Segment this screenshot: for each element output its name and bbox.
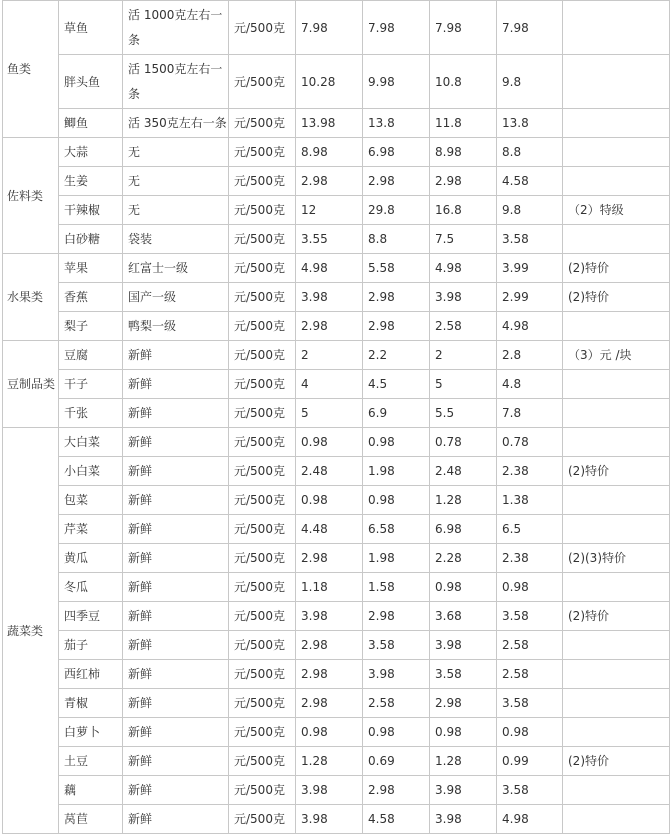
spec-cell: 新鲜 bbox=[123, 631, 229, 660]
price-cell: 9.8 bbox=[497, 196, 563, 225]
table-row bbox=[3, 399, 670, 428]
table-row bbox=[3, 602, 670, 631]
item-name-cell: 大蒜 bbox=[59, 138, 123, 167]
table-row bbox=[3, 138, 670, 167]
price-cell: 4.98 bbox=[497, 805, 563, 834]
price-cell: 2.98 bbox=[363, 283, 430, 312]
price-cell: 2.38 bbox=[497, 544, 563, 573]
price-cell: 9.98 bbox=[363, 55, 430, 109]
table-row bbox=[3, 660, 670, 689]
price-cell: 5 bbox=[430, 370, 497, 399]
item-name-cell: 青椒 bbox=[59, 689, 123, 718]
price-cell: 1.98 bbox=[363, 457, 430, 486]
price-cell: 8.8 bbox=[497, 138, 563, 167]
table-row bbox=[3, 312, 670, 341]
table-row bbox=[3, 109, 670, 138]
price-cell: 0.98 bbox=[363, 718, 430, 747]
table-row bbox=[3, 631, 670, 660]
price-cell: 2.98 bbox=[430, 167, 497, 196]
price-cell: 6.98 bbox=[430, 515, 497, 544]
category-cell: 佐料类 bbox=[3, 138, 59, 254]
item-name-cell: 鲫鱼 bbox=[59, 109, 123, 138]
price-cell: 0.98 bbox=[363, 486, 430, 515]
price-cell: 2.98 bbox=[363, 602, 430, 631]
price-cell: 2.98 bbox=[363, 312, 430, 341]
item-name-cell: 四季豆 bbox=[59, 602, 123, 631]
note-cell bbox=[563, 660, 670, 689]
price-cell: 4.98 bbox=[296, 254, 363, 283]
table-row bbox=[3, 718, 670, 747]
price-cell: 2.98 bbox=[296, 631, 363, 660]
note-cell: (2)特价 bbox=[563, 747, 670, 776]
price-cell: 3.58 bbox=[497, 602, 563, 631]
item-name-cell: 草鱼 bbox=[59, 1, 123, 55]
table-row bbox=[3, 747, 670, 776]
item-name-cell: 黄瓜 bbox=[59, 544, 123, 573]
price-cell: 0.98 bbox=[430, 718, 497, 747]
note-cell bbox=[563, 167, 670, 196]
price-cell: 7.98 bbox=[497, 1, 563, 55]
price-cell: 4.58 bbox=[497, 167, 563, 196]
note-cell bbox=[563, 689, 670, 718]
table-row bbox=[3, 486, 670, 515]
item-name-cell: 土豆 bbox=[59, 747, 123, 776]
spec-cell: 新鲜 bbox=[123, 689, 229, 718]
price-cell: 29.8 bbox=[363, 196, 430, 225]
item-name-cell: 藕 bbox=[59, 776, 123, 805]
item-name-cell: 香蕉 bbox=[59, 283, 123, 312]
note-cell bbox=[563, 312, 670, 341]
price-cell: 3.98 bbox=[430, 776, 497, 805]
unit-cell: 元/500克 bbox=[229, 805, 296, 834]
spec-cell: 活 1500克左右一条 bbox=[123, 55, 229, 109]
unit-cell: 元/500克 bbox=[229, 138, 296, 167]
item-name-cell: 茄子 bbox=[59, 631, 123, 660]
unit-cell: 元/500克 bbox=[229, 573, 296, 602]
price-cell: 6.5 bbox=[497, 515, 563, 544]
price-cell: 8.8 bbox=[363, 225, 430, 254]
table-row bbox=[3, 515, 670, 544]
table-row bbox=[3, 428, 670, 457]
note-cell bbox=[563, 399, 670, 428]
unit-cell: 元/500克 bbox=[229, 457, 296, 486]
table-row bbox=[3, 196, 670, 225]
unit-cell: 元/500克 bbox=[229, 370, 296, 399]
price-cell: 0.98 bbox=[497, 573, 563, 602]
price-cell: 2.98 bbox=[296, 689, 363, 718]
note-cell bbox=[563, 515, 670, 544]
table-row bbox=[3, 544, 670, 573]
price-cell: 2 bbox=[296, 341, 363, 370]
table-row bbox=[3, 805, 670, 834]
price-cell: 13.8 bbox=[497, 109, 563, 138]
item-name-cell: 胖头鱼 bbox=[59, 55, 123, 109]
price-cell: 7.5 bbox=[430, 225, 497, 254]
item-name-cell: 包菜 bbox=[59, 486, 123, 515]
price-cell: 2.58 bbox=[497, 660, 563, 689]
item-name-cell: 豆腐 bbox=[59, 341, 123, 370]
price-cell: 6.58 bbox=[363, 515, 430, 544]
unit-cell: 元/500克 bbox=[229, 747, 296, 776]
price-cell: 4.98 bbox=[430, 254, 497, 283]
item-name-cell: 芹菜 bbox=[59, 515, 123, 544]
price-cell: 2.99 bbox=[497, 283, 563, 312]
unit-cell: 元/500克 bbox=[229, 399, 296, 428]
price-cell: 2.58 bbox=[363, 689, 430, 718]
price-cell: 5.58 bbox=[363, 254, 430, 283]
price-cell: 6.98 bbox=[363, 138, 430, 167]
price-cell: 3.98 bbox=[363, 660, 430, 689]
price-cell: 2.48 bbox=[296, 457, 363, 486]
price-cell: 2.98 bbox=[430, 689, 497, 718]
note-cell bbox=[563, 805, 670, 834]
price-cell: 0.98 bbox=[363, 428, 430, 457]
note-cell bbox=[563, 776, 670, 805]
unit-cell: 元/500克 bbox=[229, 55, 296, 109]
spec-cell: 新鲜 bbox=[123, 718, 229, 747]
price-cell: 9.8 bbox=[497, 55, 563, 109]
price-cell: 4.5 bbox=[363, 370, 430, 399]
unit-cell: 元/500克 bbox=[229, 254, 296, 283]
spec-cell: 无 bbox=[123, 167, 229, 196]
price-cell: 3.98 bbox=[296, 283, 363, 312]
unit-cell: 元/500克 bbox=[229, 1, 296, 55]
category-cell: 蔬菜类 bbox=[3, 428, 59, 834]
spec-cell: 新鲜 bbox=[123, 805, 229, 834]
unit-cell: 元/500克 bbox=[229, 428, 296, 457]
unit-cell: 元/500克 bbox=[229, 109, 296, 138]
price-cell: 5 bbox=[296, 399, 363, 428]
price-cell: 7.98 bbox=[363, 1, 430, 55]
spec-cell: 新鲜 bbox=[123, 660, 229, 689]
price-cell: 7.8 bbox=[497, 399, 563, 428]
table-row bbox=[3, 776, 670, 805]
spec-cell: 红富士一级 bbox=[123, 254, 229, 283]
note-cell: （2）特级 bbox=[563, 196, 670, 225]
item-name-cell: 干辣椒 bbox=[59, 196, 123, 225]
price-cell: 0.98 bbox=[296, 718, 363, 747]
note-cell bbox=[563, 109, 670, 138]
spec-cell: 新鲜 bbox=[123, 602, 229, 631]
price-cell: 10.8 bbox=[430, 55, 497, 109]
unit-cell: 元/500克 bbox=[229, 718, 296, 747]
price-cell: 1.28 bbox=[430, 486, 497, 515]
table-row bbox=[3, 370, 670, 399]
item-name-cell: 小白菜 bbox=[59, 457, 123, 486]
price-cell: 4.98 bbox=[497, 312, 563, 341]
price-cell: 8.98 bbox=[296, 138, 363, 167]
table-row bbox=[3, 225, 670, 254]
unit-cell: 元/500克 bbox=[229, 631, 296, 660]
item-name-cell: 白萝卜 bbox=[59, 718, 123, 747]
spec-cell: 新鲜 bbox=[123, 747, 229, 776]
note-cell bbox=[563, 486, 670, 515]
spec-cell: 无 bbox=[123, 196, 229, 225]
table-row bbox=[3, 254, 670, 283]
price-cell: 11.8 bbox=[430, 109, 497, 138]
spec-cell: 新鲜 bbox=[123, 341, 229, 370]
price-cell: 2.98 bbox=[363, 776, 430, 805]
price-cell: 2.98 bbox=[296, 660, 363, 689]
table-row bbox=[3, 457, 670, 486]
note-cell bbox=[563, 55, 670, 109]
item-name-cell: 西红柿 bbox=[59, 660, 123, 689]
spec-cell: 国产一级 bbox=[123, 283, 229, 312]
note-cell: （3）元 /块 bbox=[563, 341, 670, 370]
spec-cell: 无 bbox=[123, 138, 229, 167]
note-cell: (2)(3)特价 bbox=[563, 544, 670, 573]
price-cell: 2.98 bbox=[296, 167, 363, 196]
table-row bbox=[3, 283, 670, 312]
item-name-cell: 大白菜 bbox=[59, 428, 123, 457]
spec-cell: 新鲜 bbox=[123, 776, 229, 805]
unit-cell: 元/500克 bbox=[229, 341, 296, 370]
unit-cell: 元/500克 bbox=[229, 225, 296, 254]
note-cell bbox=[563, 138, 670, 167]
table-row bbox=[3, 573, 670, 602]
table-row bbox=[3, 341, 670, 370]
price-cell: 3.98 bbox=[430, 631, 497, 660]
item-name-cell: 干子 bbox=[59, 370, 123, 399]
item-name-cell: 莴苣 bbox=[59, 805, 123, 834]
price-cell: 0.78 bbox=[430, 428, 497, 457]
note-cell: (2)特价 bbox=[563, 254, 670, 283]
unit-cell: 元/500克 bbox=[229, 196, 296, 225]
price-cell: 8.98 bbox=[430, 138, 497, 167]
spec-cell: 新鲜 bbox=[123, 573, 229, 602]
price-cell: 2.98 bbox=[296, 312, 363, 341]
price-cell: 3.55 bbox=[296, 225, 363, 254]
unit-cell: 元/500克 bbox=[229, 167, 296, 196]
price-cell: 2 bbox=[430, 341, 497, 370]
price-cell: 2.38 bbox=[497, 457, 563, 486]
price-cell: 3.68 bbox=[430, 602, 497, 631]
price-cell: 3.98 bbox=[296, 602, 363, 631]
price-cell: 2.58 bbox=[497, 631, 563, 660]
table-row bbox=[3, 1, 670, 55]
unit-cell: 元/500克 bbox=[229, 602, 296, 631]
price-cell: 3.98 bbox=[296, 776, 363, 805]
price-cell: 4 bbox=[296, 370, 363, 399]
price-cell: 2.28 bbox=[430, 544, 497, 573]
category-cell: 水果类 bbox=[3, 254, 59, 341]
table-row bbox=[3, 689, 670, 718]
table-row bbox=[3, 55, 670, 109]
price-cell: 3.98 bbox=[430, 805, 497, 834]
price-cell: 6.9 bbox=[363, 399, 430, 428]
price-cell: 4.8 bbox=[497, 370, 563, 399]
spec-cell: 活 1000克左右一条 bbox=[123, 1, 229, 55]
price-cell: 1.58 bbox=[363, 573, 430, 602]
price-cell: 2.98 bbox=[296, 544, 363, 573]
note-cell bbox=[563, 428, 670, 457]
spec-cell: 新鲜 bbox=[123, 399, 229, 428]
unit-cell: 元/500克 bbox=[229, 283, 296, 312]
price-cell: 1.18 bbox=[296, 573, 363, 602]
note-cell bbox=[563, 1, 670, 55]
category-cell: 鱼类 bbox=[3, 1, 59, 138]
item-name-cell: 白砂糖 bbox=[59, 225, 123, 254]
item-name-cell: 生姜 bbox=[59, 167, 123, 196]
spec-cell: 鸭梨一级 bbox=[123, 312, 229, 341]
price-cell: 2.8 bbox=[497, 341, 563, 370]
note-cell: (2)特价 bbox=[563, 283, 670, 312]
price-cell: 3.98 bbox=[430, 283, 497, 312]
note-cell bbox=[563, 718, 670, 747]
price-cell: 7.98 bbox=[430, 1, 497, 55]
price-cell: 1.28 bbox=[296, 747, 363, 776]
table-row bbox=[3, 167, 670, 196]
price-cell: 3.98 bbox=[296, 805, 363, 834]
spec-cell: 新鲜 bbox=[123, 486, 229, 515]
category-cell: 豆制品类 bbox=[3, 341, 59, 428]
item-name-cell: 冬瓜 bbox=[59, 573, 123, 602]
note-cell bbox=[563, 370, 670, 399]
price-cell: 5.5 bbox=[430, 399, 497, 428]
price-cell: 0.98 bbox=[497, 718, 563, 747]
price-cell: 2.58 bbox=[430, 312, 497, 341]
price-cell: 2.98 bbox=[363, 167, 430, 196]
spec-cell: 活 350克左右一条 bbox=[123, 109, 229, 138]
spec-cell: 新鲜 bbox=[123, 370, 229, 399]
price-table bbox=[2, 0, 670, 834]
unit-cell: 元/500克 bbox=[229, 486, 296, 515]
unit-cell: 元/500克 bbox=[229, 515, 296, 544]
unit-cell: 元/500克 bbox=[229, 312, 296, 341]
spec-cell: 新鲜 bbox=[123, 457, 229, 486]
price-cell: 4.58 bbox=[363, 805, 430, 834]
unit-cell: 元/500克 bbox=[229, 660, 296, 689]
price-cell: 3.58 bbox=[430, 660, 497, 689]
price-cell: 0.98 bbox=[296, 428, 363, 457]
note-cell bbox=[563, 573, 670, 602]
price-cell: 0.98 bbox=[430, 573, 497, 602]
price-cell: 3.58 bbox=[363, 631, 430, 660]
price-cell: 3.58 bbox=[497, 776, 563, 805]
unit-cell: 元/500克 bbox=[229, 689, 296, 718]
price-table-body bbox=[3, 1, 670, 834]
price-cell: 0.78 bbox=[497, 428, 563, 457]
price-cell: 12 bbox=[296, 196, 363, 225]
note-cell: (2)特价 bbox=[563, 457, 670, 486]
price-cell: 16.8 bbox=[430, 196, 497, 225]
price-cell: 2.2 bbox=[363, 341, 430, 370]
price-cell: 2.48 bbox=[430, 457, 497, 486]
price-cell: 0.99 bbox=[497, 747, 563, 776]
price-cell: 0.69 bbox=[363, 747, 430, 776]
note-cell bbox=[563, 225, 670, 254]
spec-cell: 袋装 bbox=[123, 225, 229, 254]
price-cell: 0.98 bbox=[296, 486, 363, 515]
price-cell: 1.98 bbox=[363, 544, 430, 573]
price-cell: 3.58 bbox=[497, 689, 563, 718]
price-cell: 13.98 bbox=[296, 109, 363, 138]
item-name-cell: 千张 bbox=[59, 399, 123, 428]
spec-cell: 新鲜 bbox=[123, 428, 229, 457]
price-cell: 13.8 bbox=[363, 109, 430, 138]
price-cell: 3.58 bbox=[497, 225, 563, 254]
item-name-cell: 苹果 bbox=[59, 254, 123, 283]
item-name-cell: 梨子 bbox=[59, 312, 123, 341]
spec-cell: 新鲜 bbox=[123, 544, 229, 573]
price-cell: 7.98 bbox=[296, 1, 363, 55]
price-cell: 3.99 bbox=[497, 254, 563, 283]
note-cell bbox=[563, 631, 670, 660]
spec-cell: 新鲜 bbox=[123, 515, 229, 544]
unit-cell: 元/500克 bbox=[229, 544, 296, 573]
note-cell: (2)特价 bbox=[563, 602, 670, 631]
price-cell: 4.48 bbox=[296, 515, 363, 544]
unit-cell: 元/500克 bbox=[229, 776, 296, 805]
price-cell: 10.28 bbox=[296, 55, 363, 109]
price-cell: 1.38 bbox=[497, 486, 563, 515]
price-cell: 1.28 bbox=[430, 747, 497, 776]
